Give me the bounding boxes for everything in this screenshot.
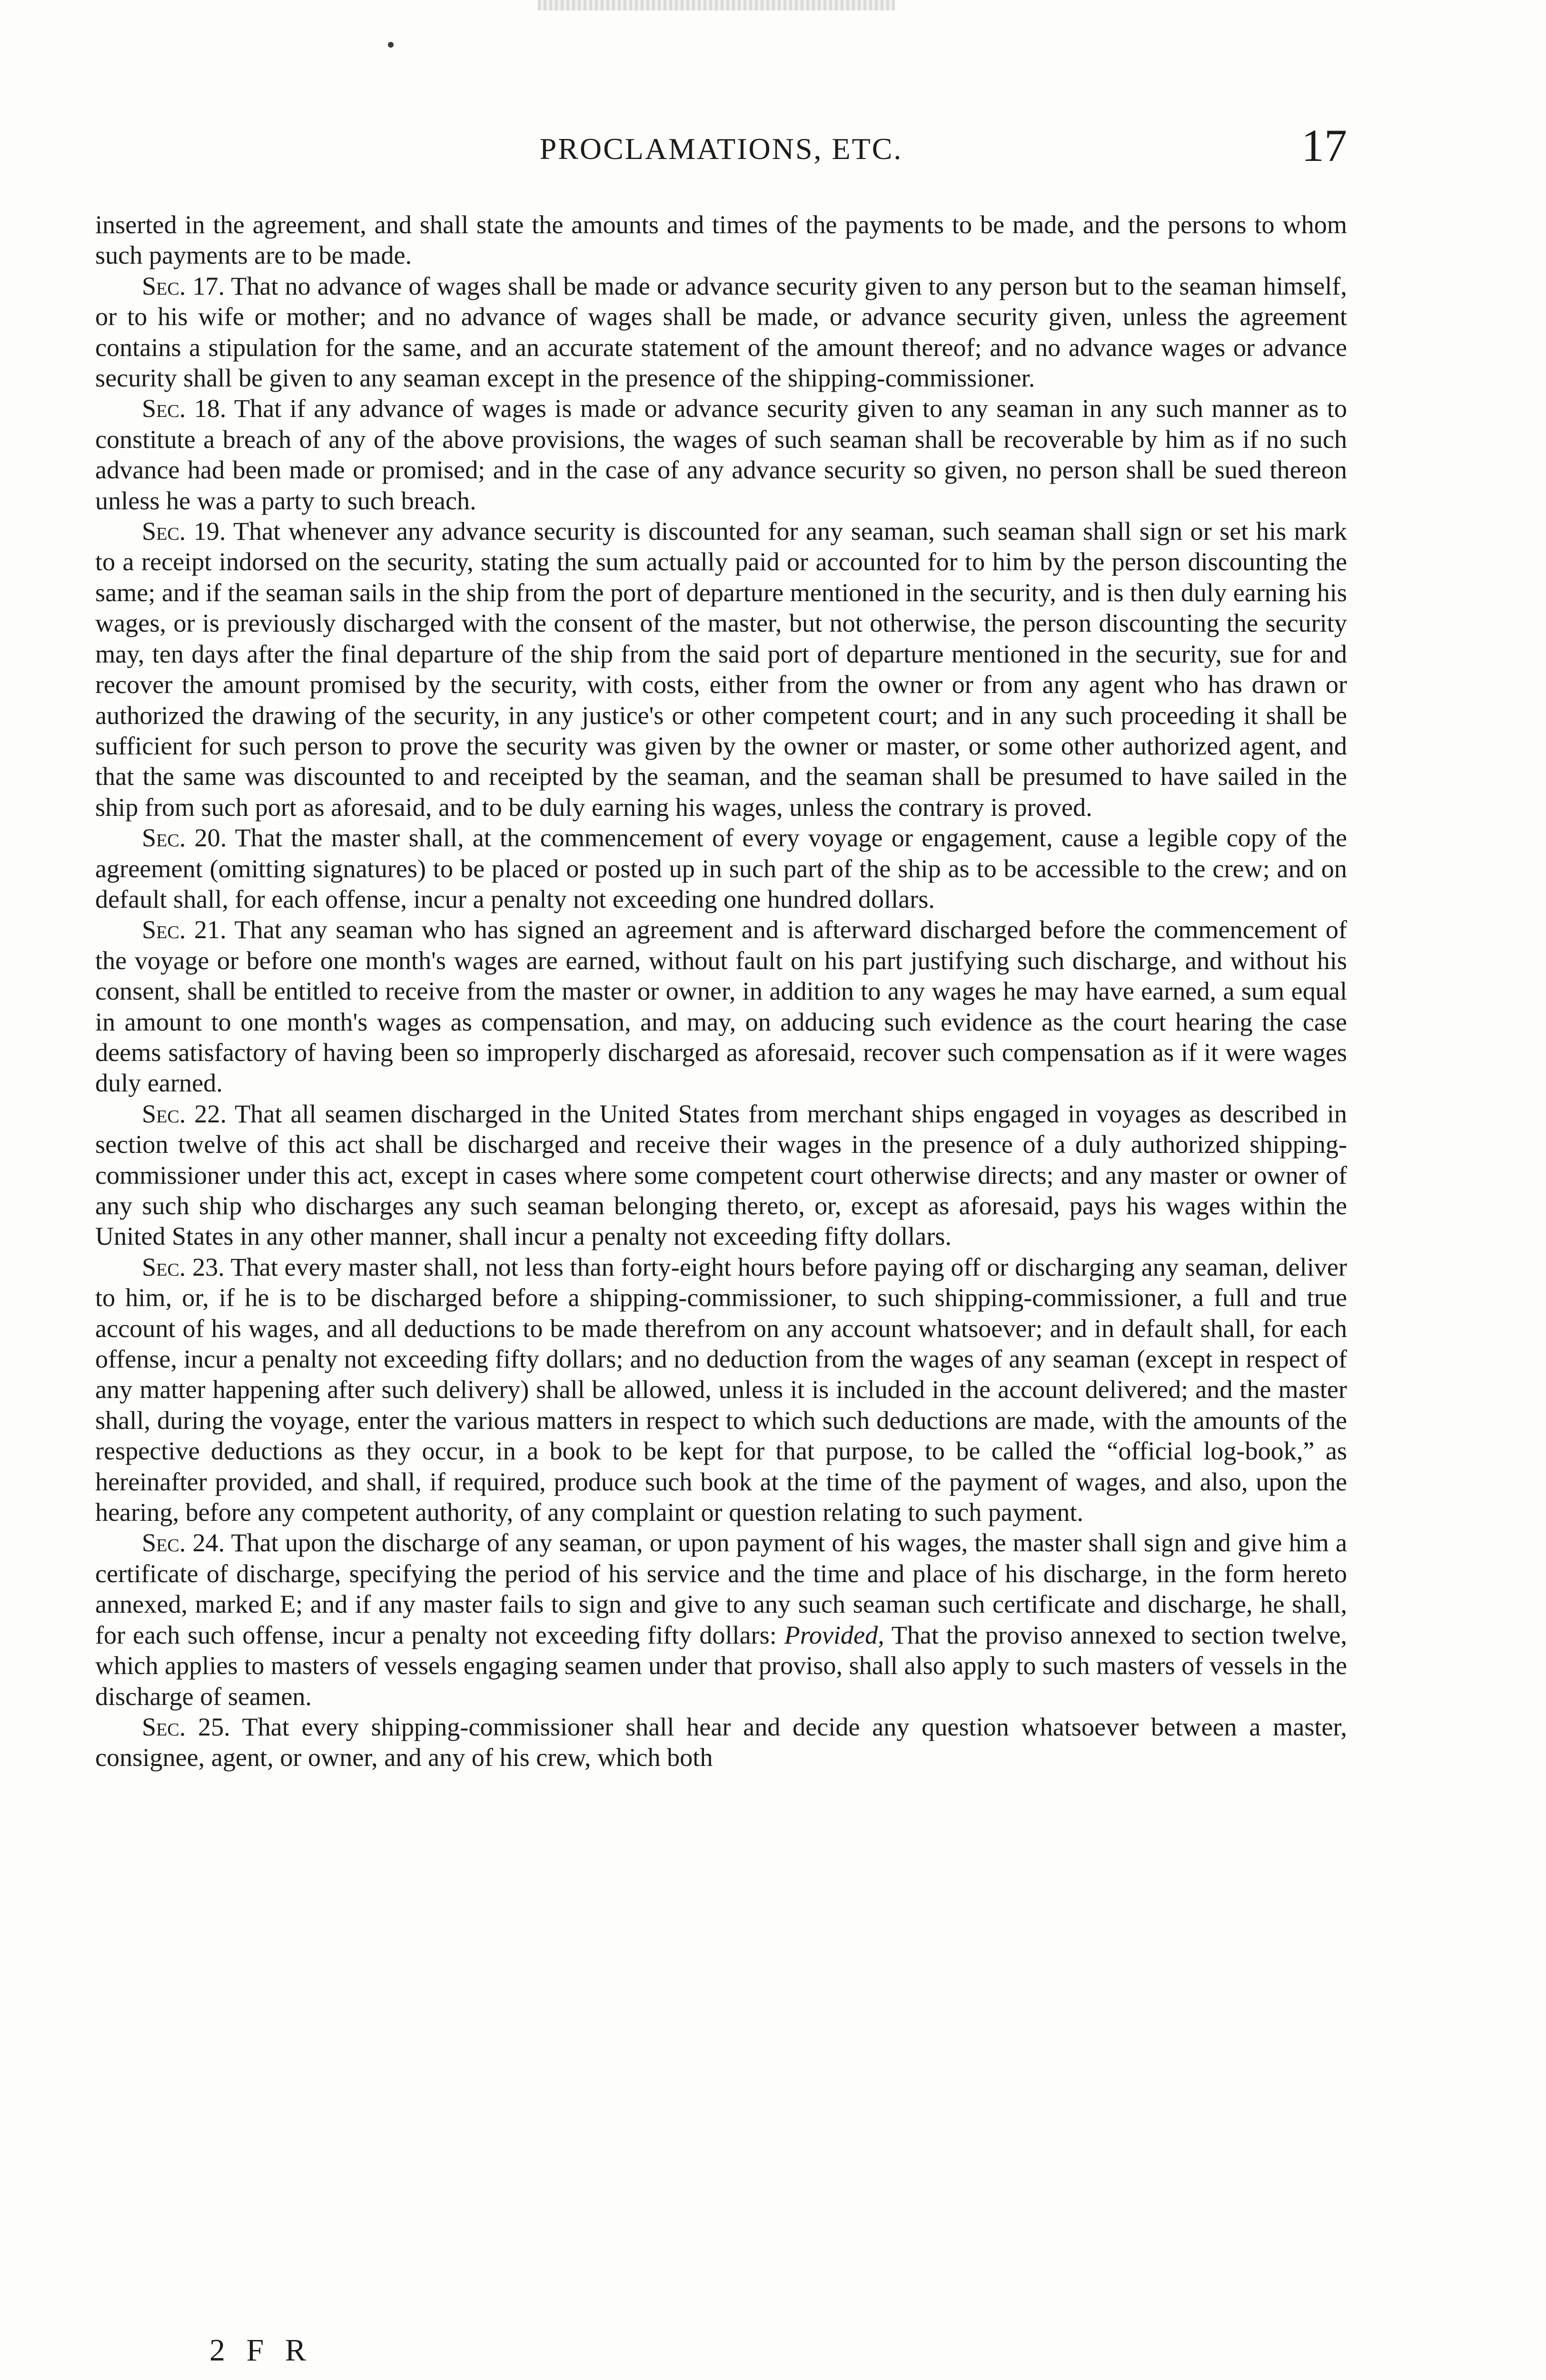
section-20 [95, 823, 1347, 914]
proviso-text: That the proviso annexed to section twelve, which applies to masters of vessels engaging seamen under that proviso, shall also apply to such masters of vessels in the discharge of seamen. [95, 1620, 1347, 1711]
section-label: Sec. 24. [142, 1528, 225, 1557]
intro-paragraph: inserted in the agreement, and shall state the amounts and times of the payments to be made, and the persons to whom such payments are to be made. [95, 210, 1347, 270]
section-label: Sec. 18. [142, 394, 227, 423]
section-21 [95, 914, 1347, 1098]
section-label: Sec. 21. [142, 915, 227, 944]
section-label: Sec. 23. [142, 1252, 225, 1281]
running-head: PROCLAMATIONS, ETC. [539, 132, 903, 166]
printer-signature-mark: 2 F R [209, 2333, 313, 2368]
section-19 [95, 516, 1347, 823]
section-text: That every shipping-commissioner shall hear and decide any question whatsoever between a master, consignee, agent, or owner, and any of his crew, which both [95, 1712, 1347, 1772]
section-label: Sec. 20. [142, 823, 227, 853]
section-label: Sec. 22. [142, 1099, 227, 1128]
document-body [95, 209, 1347, 1773]
section-text: That any seaman who has signed an agreement and is afterward discharged before the commencement of the voyage or before one month's wages are earned, without fault on his part justifying such discharge, and without his consent, shall be entitled to receive from the master or owner, in addition to any wages he may have earned, a sum equal in amount to one month's wages as compensation, and may, on adducing such evidence as the court hearing the case deems satisfactory of having been so improperly discharged as aforesaid, recover such compensation as if it were wages duly earned. [95, 915, 1347, 1098]
section-24 [95, 1527, 1347, 1711]
section-label: Sec. 19. [142, 517, 226, 546]
section-17 [95, 271, 1347, 394]
section-18 [95, 393, 1347, 516]
page-header [95, 119, 1347, 181]
section-text: That all seamen discharged in the United States from merchant ships engaged in voyages as described in section twelve of this act shall be discharged and receive their wages in the presence of a duly authorized shipping-commissioner under this act, except in cases where some competent court otherwise directs; and any master or owner of any such ship who discharges any such seaman belonging thereto, or, except as aforesaid, pays his wages within the United States in any other manner, shall incur a penalty not exceeding fifty dollars. [95, 1099, 1347, 1251]
section-23 [95, 1252, 1347, 1528]
section-label: Sec. 17. [142, 271, 225, 300]
section-25 [95, 1712, 1347, 1773]
scan-dot [388, 42, 394, 48]
section-text: That the master shall, at the commencement of every voyage or engagement, cause a legible copy of the agreement (omitting signatures) to be placed or posted up in such part of the ship as to be accessible to the crew; and on default shall, for each offense, incur a penalty not exceeding one hundred dollars. [95, 823, 1347, 913]
section-text: That whenever any advance security is discounted for any seaman, such seaman shall sign or set his mark to a receipt indorsed on the security, stating the sum actually paid or accounted for to him by the person discounting the same; and if the seaman sails in the ship from the port of departure mentioned in the security, and is then duly earning his wages, or is previously discharged with the consent of the master, but not otherwise, the person discounting the security may, ten days after the final departure of the ship from the said port of departure mentioned in the security, sue for and recover the amount promised by the security, with costs, either from the owner or from any agent who has drawn or authorized the drawing of the security, in any justice's or other competent court; and in any such proceeding it shall be sufficient for such person to prove the security was given by the owner or master, or some other authorized agent, and that the same was discounted to and receipted by the seaman, and the seaman shall be presumed to have sailed in the ship from such port as aforesaid, and to be duly earning his wages, unless the contrary is proved. [95, 517, 1347, 822]
section-label: Sec. 25. [142, 1712, 230, 1741]
scan-artifact [538, 0, 895, 10]
page-number: 17 [1301, 120, 1347, 171]
section-text: That no advance of wages shall be made or advance security given to any person but to the seaman himself, or to his wife or mother; and no advance of wages shall be made, or advance security given, unless the agreement contains a stipulation for the same, and an accurate statement of the amount thereof; and no advance wages or advance security shall be given to any seaman except in the presence of the shipping-commissioner. [95, 271, 1347, 393]
section-text: That if any advance of wages is made or advance security given to any seaman in any such manner as to constitute a breach of any of the above provisions, the wages of such seaman shall be recoverable by him as if no such advance had been made or promised; and in the case of any advance security so given, no person shall be sued thereon unless he was a party to such breach. [95, 394, 1348, 515]
proviso-word: Provided, [784, 1620, 884, 1649]
section-22 [95, 1099, 1347, 1252]
section-text: That every master shall, not less than forty-eight hours before paying off or discharging any seaman, deliver to him, or, if he is to be discharged before a shipping-commissioner, to such shipping-commissioner, a full and true account of his wages, and all deductions to be made therefrom on any account whatsoever; and in default shall, for each offense, incur a penalty not exceeding fifty dollars; and no deduction from the wages of any seaman (except in respect of any matter happening after such delivery) shall be allowed, unless it is included in the account delivered; and the master shall, during the voyage, enter the various matters in respect to which such deductions are made, with the amounts of the respective deductions as they occur, in a book to be kept for that purpose, to be called the “official log-book,” as hereinafter provided, and shall, if required, produce such book at the time of the payment of wages, and also, upon the hearing, before any competent authority, of any complaint or question relating to such payment. [95, 1252, 1347, 1527]
section-text: That upon the discharge of any seaman, or upon payment of his wages, the master shall sign and give him a certificate of discharge, specifying the period of his service and the time and place of his discharge, in the form hereto annexed, marked E; and if any master fails to sign and give to any such seaman such certificate and discharge, he shall, for each such offense, incur a penalty not exceeding fifty dollars: [95, 1528, 1347, 1649]
